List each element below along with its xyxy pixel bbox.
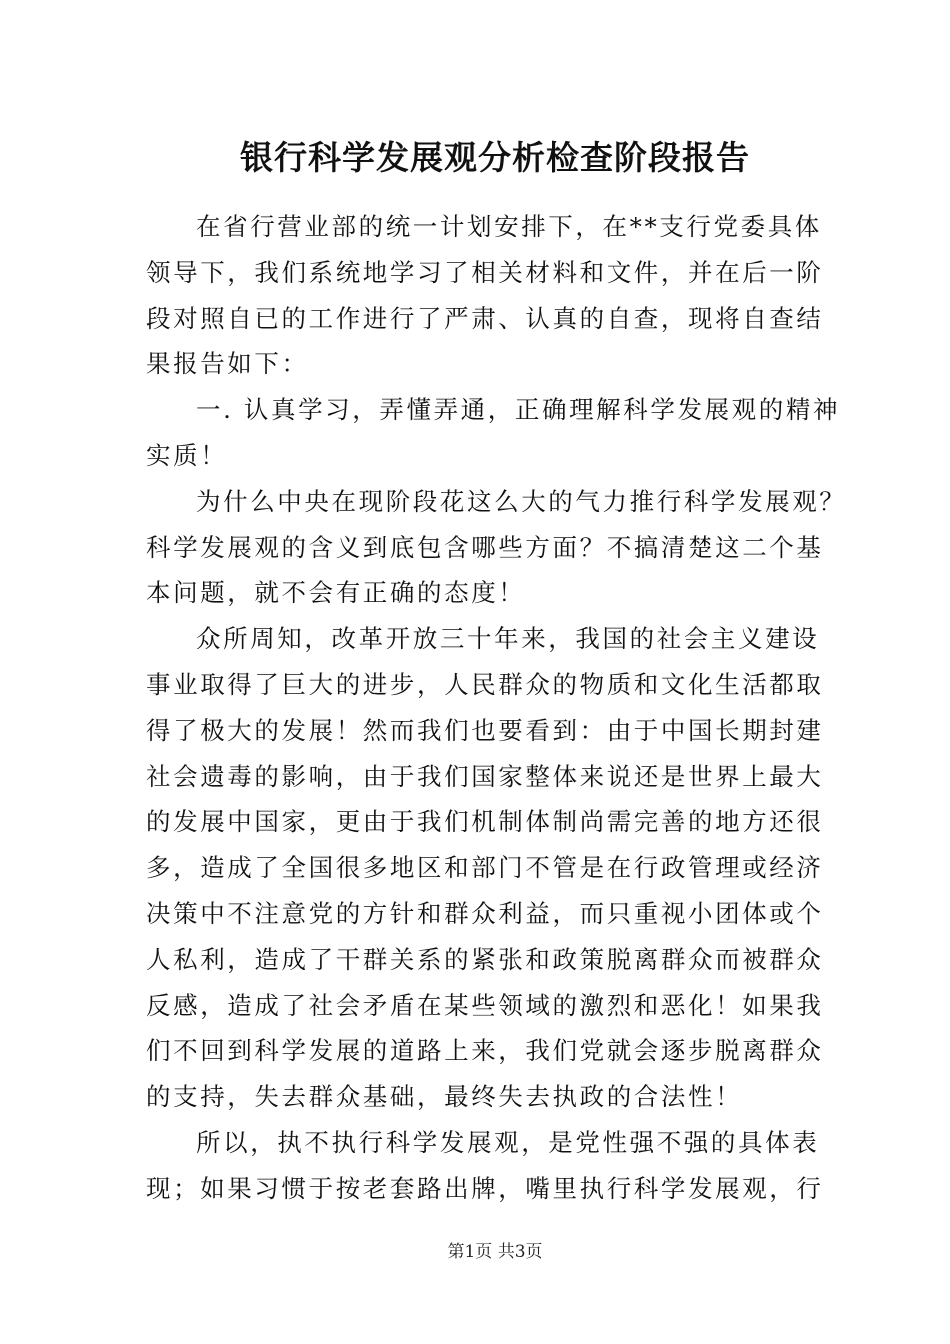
text-line: 众所周知，改革开放三十年来，我国的社会主义建设 [196,624,820,654]
text-line: 决策中不注意党的方针和群众利益，而只重视小团体或个 [146,898,824,928]
text-line: 本问题，就不会有正确的态度！ [146,578,526,608]
text-line: 实质！ [146,440,228,470]
text-line: 在省行营业部的统一计划安排下，在**支行党委具体 [196,212,822,241]
text-line: 段对照自已的工作进行了严肃、认真的自查，现将自查结 [146,303,824,333]
text-line: 所以，执不执行科学发展观，是党性强不强的具体表 [196,1127,820,1157]
text-line: 得了极大的发展！然而我们也要看到：由于中国长期封建 [146,715,824,745]
text-line: 反感，造成了社会矛盾在某些领域的激烈和恶化！如果我 [146,990,824,1020]
text-line: 一. 认真学习，弄懂弄通，正确理解科学发展观的精神 [196,395,841,425]
text-line: 领导下，我们系统地学习了相关材料和文件，并在后一阶 [146,257,824,287]
text-line: 为什么中央在现阶段花这么大的气力推行科学发展观？ [196,486,847,516]
document-title: 银行科学发展观分析检查阶段报告 [240,138,750,177]
text-line: 现；如果习惯于按老套路出牌，嘴里执行科学发展观，行 [146,1173,824,1203]
text-line: 的支持，失去群众基础，最终失去执政的合法性！ [146,1082,743,1112]
text-line: 人私利，造成了干群关系的紧张和政策脱离群众而被群众 [146,944,824,974]
document-body [146,204,847,1212]
text-line: 们不回到科学发展的道路上来，我们党就会逐步脱离群众 [146,1036,824,1066]
text-line: 果报告如下： [146,349,309,379]
text-line: 社会遗毒的影响，由于我们国家整体来说还是世界上最大 [146,761,824,791]
text-line: 事业取得了巨大的进步，人民群众的物质和文化生活都取 [146,669,824,699]
text-line: 科学发展观的含义到底包含哪些方面？不搞清楚这二个基 [146,532,824,562]
page-number-footer: 第1页 共3页 [447,1242,543,1262]
text-line: 多，造成了全国很多地区和部门不管是在行政管理或经济 [146,853,824,883]
text-line: 的发展中国家，更由于我们机制体制尚需完善的地方还很 [146,807,824,837]
